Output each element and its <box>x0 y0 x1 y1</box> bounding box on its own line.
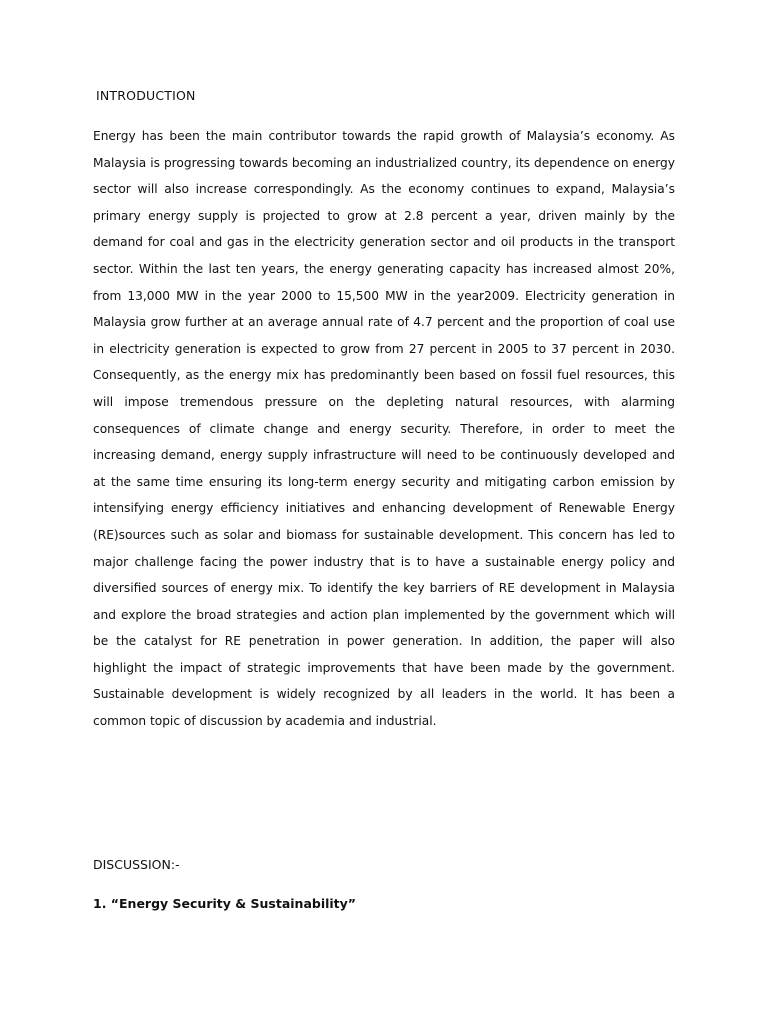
introduction-heading: INTRODUCTION <box>96 88 196 103</box>
section-heading-energy-security: 1. “Energy Security & Sustainability” <box>93 896 357 911</box>
discussion-heading: DISCUSSION:- <box>93 857 180 872</box>
introduction-paragraph: Energy has been the main contributor towards the rapid growth of Malaysia’s economy. As Malaysia is progressing towards becoming an industrialized country, its dependence on energy sector will also increase correspondingly. As the economy continues to expand, Malaysia’s primary energy supply is projected to grow at 2.8 percent a year, driven mainly by the demand for coal and gas in the electricity generation sector and oil products in the transport sector. Within the last ten years, the energy generating capacity has increased almost 20%, from 13,000 MW in the year 2000 to 15,500 MW in the year2009. Electricity generation in Malaysia grow further at an average annual rate of 4.7 percent and the proportion of coal use in electricity generation is expected to grow from 27 percent in 2005 to 37 percent in 2030. Consequently, as the energy mix has predominantly been based on fossil fuel resources, this will impose tremendous pressure on the depleting natural resources, with alarming consequences of climate change and energy security. Therefore, in order to meet the increasing demand, energy supply infrastructure will need to be continuously developed and at the same time ensuring its long-term energy security and mitigating carbon emission by intensifying energy efficiency initiatives and enhancing development of Renewable Energy (RE)sources such as solar and biomass for sustainable development. This concern has led to major challenge facing the power industry that is to have a sustainable energy policy and diversified sources of energy mix. To identify the key barriers of RE development in Malaysia and explore the broad strategies and action plan implemented by the government which will be the catalyst for RE penetration in power generation. In addition, the paper will also highlight the impact of strategic improvements that have been made by the government. Sustainable development is widely recognized by all leaders in the world. It has been a common topic of discussion by academia and industrial. <box>93 129 675 729</box>
